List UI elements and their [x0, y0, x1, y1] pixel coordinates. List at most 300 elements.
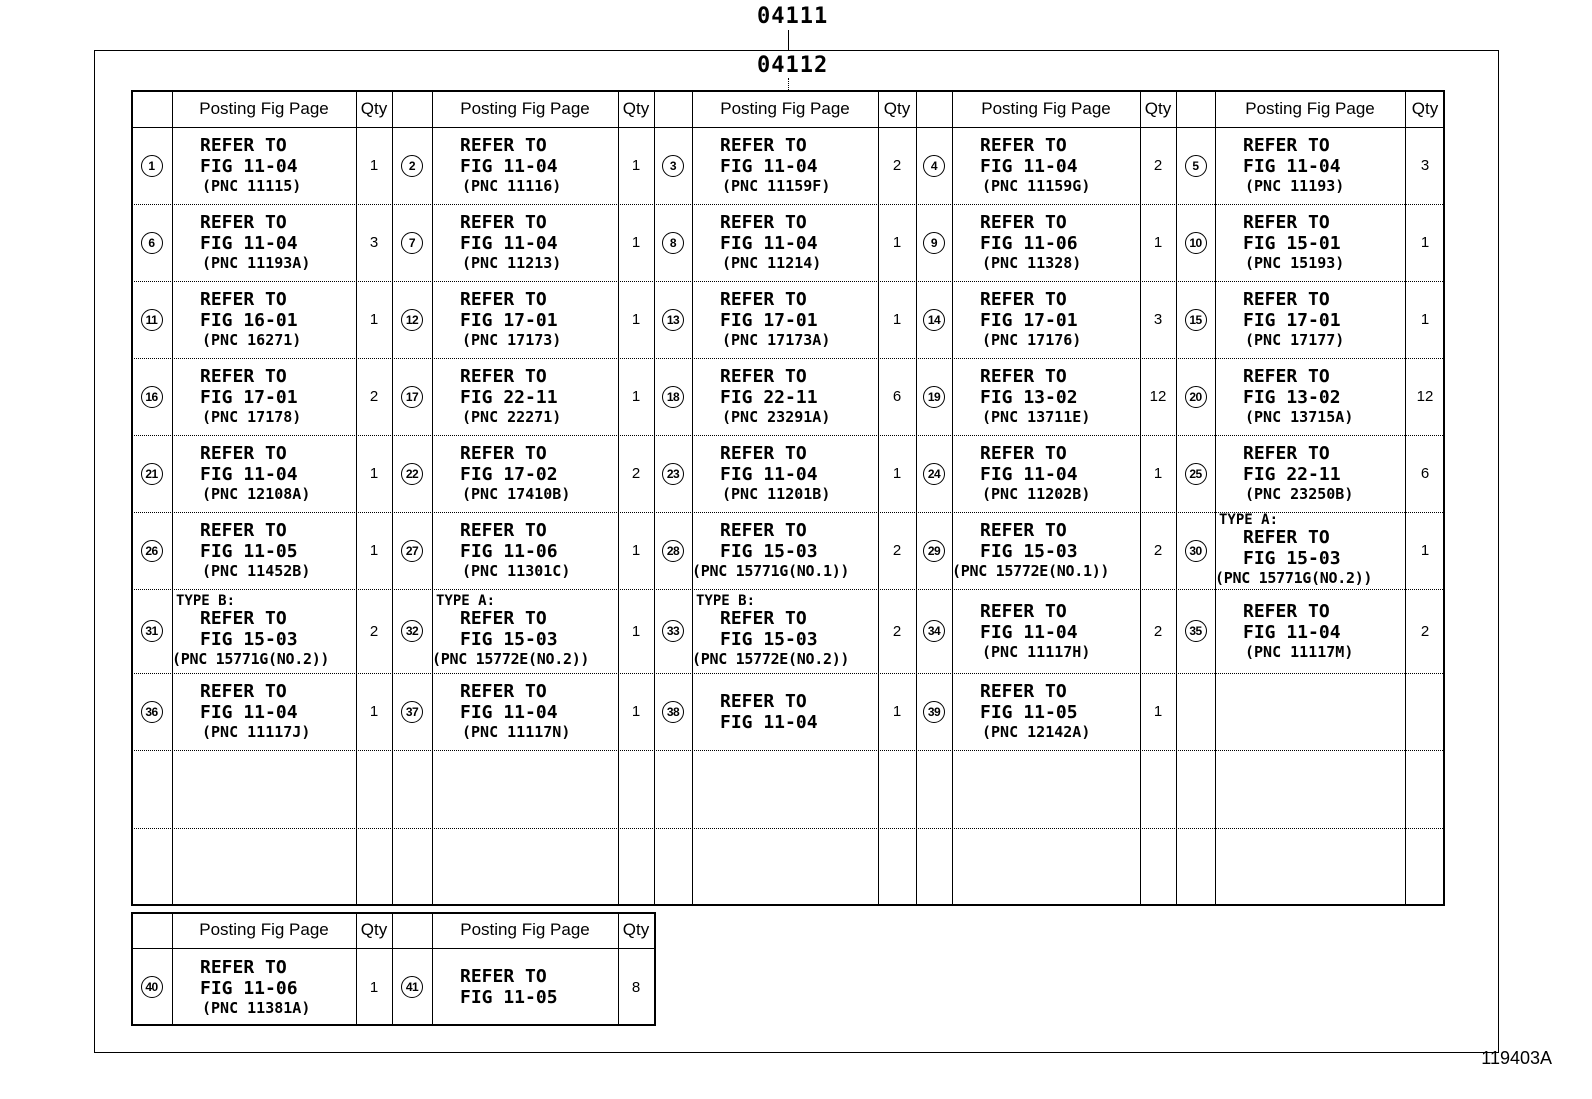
posting-fig-page-cell [1215, 589, 1405, 673]
fig-reference: FIG 22-11 [460, 387, 558, 408]
refer-to-text: REFER TO [980, 681, 1067, 702]
refer-to-text: REFER TO [460, 681, 547, 702]
item-number-9 [916, 204, 952, 281]
qty-value: 1 [1153, 703, 1163, 720]
refer-to-text: REFER TO [460, 366, 547, 387]
refer-to-text: REFER TO [720, 607, 807, 629]
pnc-code: (PNC 11117N) [462, 723, 571, 741]
posting-fig-page-cell [172, 358, 356, 435]
qty-value: 1 [1153, 234, 1163, 251]
fig-reference: FIG 11-04 [200, 464, 298, 485]
connector-line-dotted [788, 78, 789, 90]
item-number-22 [392, 435, 432, 512]
pnc-code: (PNC 15771G(NO.2)) [172, 649, 330, 668]
qty-value: 1 [631, 542, 641, 559]
refer-to-text: REFER TO [720, 443, 807, 464]
qty-value: 1 [369, 703, 379, 720]
fig-reference: FIG 11-04 [720, 156, 818, 177]
circled-number: 10 [1185, 232, 1207, 254]
fig-reference: FIG 15-03 [720, 628, 818, 650]
qty-value: 3 [1420, 157, 1430, 174]
refer-to-text: REFER TO [200, 681, 287, 702]
posting-fig-page-cell [432, 204, 618, 281]
circled-number: 21 [141, 463, 163, 485]
item-number-7 [392, 204, 432, 281]
refer-to-text: REFER TO [980, 135, 1067, 156]
qty-value: 8 [631, 978, 641, 996]
circled-number: 17 [401, 386, 423, 408]
pnc-code: (PNC 15772E(NO.1)) [952, 562, 1110, 580]
qty-value: 2 [1420, 622, 1430, 640]
item-number-2 [392, 127, 432, 204]
pnc-code: (PNC 17410B) [462, 485, 571, 503]
fig-reference: FIG 11-05 [980, 702, 1078, 723]
fig-reference: FIG 15-01 [1243, 233, 1341, 254]
item-number-10 [1176, 204, 1215, 281]
circled-number: 13 [662, 309, 684, 331]
posting-fig-page-cell [432, 281, 618, 358]
item-number-13 [654, 281, 692, 358]
pnc-code: (PNC 11193) [1245, 177, 1345, 195]
posting-fig-page-cell [952, 435, 1140, 512]
circled-number: 30 [1185, 540, 1207, 562]
pnc-code: (PNC 16271) [202, 331, 302, 349]
item-number-29 [916, 512, 952, 589]
item-number-11 [131, 281, 172, 358]
item-number-27 [392, 512, 432, 589]
qty-value: 1 [369, 465, 379, 482]
circled-number: 25 [1185, 463, 1207, 485]
refer-to-text: REFER TO [1243, 212, 1330, 233]
pnc-code: (PNC 11202B) [982, 485, 1091, 503]
refer-to-text: REFER TO [460, 607, 547, 629]
main-header-posting-fig-page: Posting Fig Page [981, 99, 1111, 118]
posting-fig-page-cell [172, 127, 356, 204]
main-row-divider [131, 750, 1445, 751]
qty-value: 3 [1153, 311, 1163, 328]
circled-number: 34 [923, 620, 945, 642]
circled-number: 28 [662, 540, 684, 562]
pnc-code: (PNC 15771G(NO.2)) [1215, 569, 1373, 587]
posting-fig-page-cell [1215, 512, 1405, 589]
posting-fig-page-cell [952, 358, 1140, 435]
posting-fig-page-cell [952, 127, 1140, 204]
circled-number: 40 [141, 976, 163, 998]
fig-reference: FIG 11-04 [980, 156, 1078, 177]
fig-reference: FIG 17-01 [1243, 310, 1341, 331]
posting-fig-page-cell [432, 127, 618, 204]
pnc-code: (PNC 11301C) [462, 562, 571, 580]
qty-value: 6 [1420, 465, 1430, 482]
refer-to-text: REFER TO [980, 289, 1067, 310]
fig-reference: FIG 17-01 [460, 310, 558, 331]
circled-number: 26 [141, 540, 163, 562]
posting-fig-page-cell [432, 435, 618, 512]
pnc-code: (PNC 17173) [462, 331, 562, 349]
qty-value: 6 [892, 388, 902, 405]
qty-value: 12 [1416, 388, 1434, 405]
fig-reference: FIG 11-06 [980, 233, 1078, 254]
refer-to-text: REFER TO [720, 366, 807, 387]
pnc-code: (PNC 15772E(NO.2)) [432, 649, 590, 668]
pnc-code: (PNC 17177) [1245, 331, 1345, 349]
circled-number: 29 [923, 540, 945, 562]
pnc-code: (PNC 12142A) [982, 723, 1091, 741]
item-number-14 [916, 281, 952, 358]
circled-number: 6 [141, 232, 163, 254]
posting-fig-page-cell [172, 435, 356, 512]
refer-to-text: REFER TO [980, 520, 1067, 541]
pnc-code: (PNC 17178) [202, 408, 302, 426]
main-header-qty: Qty [883, 99, 911, 118]
item-number-31 [131, 589, 172, 673]
posting-fig-page-cell [172, 204, 356, 281]
pnc-code: (PNC 15193) [1245, 254, 1345, 272]
item-number-17 [392, 358, 432, 435]
item-number-36 [131, 673, 172, 750]
posting-fig-page-cell [432, 673, 618, 750]
refer-to-text: REFER TO [720, 212, 807, 233]
circled-number: 36 [141, 701, 163, 723]
item-number-28 [654, 512, 692, 589]
pnc-code: (PNC 11214) [722, 254, 822, 272]
qty-value: 1 [892, 234, 902, 251]
bottom-header-posting-fig-page: Posting Fig Page [460, 920, 590, 939]
pnc-code: (PNC 13711E) [982, 408, 1091, 426]
item-number-4 [916, 127, 952, 204]
refer-to-text: REFER TO [200, 135, 287, 156]
fig-reference: FIG 17-01 [980, 310, 1078, 331]
item-number-32 [392, 589, 432, 673]
pnc-code: (PNC 15772E(NO.2)) [692, 649, 850, 668]
main-header-posting-fig-page: Posting Fig Page [1245, 99, 1375, 118]
qty-value: 1 [631, 234, 641, 251]
posting-fig-page-cell [692, 673, 878, 750]
circled-number: 4 [923, 155, 945, 177]
refer-to-text: REFER TO [980, 366, 1067, 387]
refer-to-text: REFER TO [720, 289, 807, 310]
main-header-qty: Qty [1411, 99, 1439, 118]
pnc-code: (PNC 12108A) [202, 485, 311, 503]
type-label: TYPE A: [436, 592, 496, 609]
fig-reference: FIG 11-06 [460, 541, 558, 562]
fig-reference: FIG 16-01 [200, 310, 298, 331]
type-label: TYPE A: [1219, 512, 1279, 528]
qty-value: 1 [1153, 465, 1163, 482]
posting-fig-page-cell [172, 673, 356, 750]
item-number-19 [916, 358, 952, 435]
item-number-38 [654, 673, 692, 750]
main-header-posting-fig-page: Posting Fig Page [199, 99, 329, 118]
posting-fig-page-cell [692, 281, 878, 358]
circled-number: 1 [141, 155, 163, 177]
pnc-code: (PNC 17173A) [722, 331, 831, 349]
qty-value: 2 [631, 465, 641, 482]
main-header-posting-fig-page: Posting Fig Page [720, 99, 850, 118]
refer-to-text: REFER TO [720, 520, 807, 541]
fig-reference: FIG 11-04 [460, 702, 558, 723]
item-number-8 [654, 204, 692, 281]
fig-reference: FIG 11-04 [200, 233, 298, 254]
pnc-code: (PNC 11452B) [202, 562, 311, 580]
refer-to-text: REFER TO [980, 212, 1067, 233]
refer-to-text: REFER TO [980, 600, 1067, 622]
circled-number: 37 [401, 701, 423, 723]
pnc-code: (PNC 11193A) [202, 254, 311, 272]
fig-reference: FIG 22-11 [1243, 464, 1341, 485]
posting-fig-page-cell [172, 948, 356, 1026]
pnc-code: (PNC 11117H) [982, 642, 1091, 661]
refer-to-text: REFER TO [200, 366, 287, 387]
qty-value: 2 [369, 622, 379, 640]
qty-value: 1 [631, 311, 641, 328]
fig-reference: FIG 17-01 [720, 310, 818, 331]
main-header-posting-fig-page: Posting Fig Page [460, 99, 590, 118]
item-number-34 [916, 589, 952, 673]
refer-to-text: REFER TO [1243, 366, 1330, 387]
circled-number: 7 [401, 232, 423, 254]
posting-fig-page-cell [1215, 281, 1405, 358]
qty-value: 1 [892, 465, 902, 482]
item-number-39 [916, 673, 952, 750]
fig-reference: FIG 17-02 [460, 464, 558, 485]
circled-number: 31 [141, 620, 163, 642]
refer-to-text: REFER TO [980, 443, 1067, 464]
refer-to-text: REFER TO [460, 212, 547, 233]
qty-value: 2 [892, 542, 902, 559]
fig-reference: FIG 11-04 [720, 233, 818, 254]
posting-fig-page-cell [1215, 358, 1405, 435]
pnc-code: (PNC 11328) [982, 254, 1082, 272]
pnc-code: (PNC 17176) [982, 331, 1082, 349]
item-number-6 [131, 204, 172, 281]
posting-fig-page-cell [692, 589, 878, 673]
pnc-code: (PNC 11201B) [722, 485, 831, 503]
fig-reference: FIG 13-02 [1243, 387, 1341, 408]
type-label: TYPE B: [176, 592, 236, 609]
circled-number: 20 [1185, 386, 1207, 408]
refer-to-text: REFER TO [1243, 135, 1330, 156]
circled-number: 33 [662, 620, 684, 642]
circled-number: 3 [662, 155, 684, 177]
connector-line [788, 30, 789, 50]
posting-fig-page-cell [432, 512, 618, 589]
circled-number: 15 [1185, 309, 1207, 331]
posting-fig-page-cell [692, 127, 878, 204]
circled-number: 12 [401, 309, 423, 331]
item-number-20 [1176, 358, 1215, 435]
qty-value: 1 [631, 388, 641, 405]
pnc-code: (PNC 23250B) [1245, 485, 1354, 503]
fig-reference: FIG 11-04 [200, 702, 298, 723]
main-header-qty: Qty [622, 99, 650, 118]
posting-fig-page-cell [692, 435, 878, 512]
pnc-code: (PNC 11115) [202, 177, 302, 195]
assembly-number-04112: 04112 [757, 53, 829, 78]
pnc-code: (PNC 11117J) [202, 723, 311, 741]
circled-number: 5 [1185, 155, 1207, 177]
qty-value: 1 [1420, 234, 1430, 251]
pnc-code: (PNC 11116) [462, 177, 562, 195]
fig-reference: FIG 11-04 [1243, 156, 1341, 177]
refer-to-text: REFER TO [460, 966, 547, 987]
fig-reference: FIG 15-03 [460, 628, 558, 650]
posting-fig-page-cell [432, 948, 618, 1026]
posting-fig-page-cell [952, 589, 1140, 673]
refer-to-text: REFER TO [1243, 600, 1330, 622]
pnc-code: (PNC 11159G) [982, 177, 1091, 195]
item-number-18 [654, 358, 692, 435]
fig-reference: FIG 22-11 [720, 387, 818, 408]
circled-number: 41 [401, 976, 423, 998]
qty-value: 2 [1153, 542, 1163, 559]
posting-fig-page-cell [692, 204, 878, 281]
pnc-code: (PNC 22271) [462, 408, 562, 426]
refer-to-text: REFER TO [460, 135, 547, 156]
pnc-code: (PNC 11381A) [202, 998, 311, 1017]
posting-fig-page-cell [432, 358, 618, 435]
posting-fig-page-cell [692, 358, 878, 435]
qty-value: 2 [1153, 622, 1163, 640]
circled-number: 23 [662, 463, 684, 485]
pnc-code: (PNC 11159F) [722, 177, 831, 195]
figure-id: 119403A [1481, 1048, 1552, 1068]
posting-fig-page-cell [172, 512, 356, 589]
item-number-26 [131, 512, 172, 589]
qty-value: 2 [369, 388, 379, 405]
item-number-33 [654, 589, 692, 673]
fig-reference: FIG 15-03 [980, 541, 1078, 562]
qty-value: 1 [892, 703, 902, 720]
circled-number: 8 [662, 232, 684, 254]
fig-reference: FIG 11-05 [200, 541, 298, 562]
qty-value: 1 [1420, 311, 1430, 328]
item-number-40 [131, 948, 172, 1026]
posting-fig-page-cell [952, 512, 1140, 589]
pnc-code: (PNC 13715A) [1245, 408, 1354, 426]
refer-to-text: REFER TO [1243, 443, 1330, 464]
circled-number: 27 [401, 540, 423, 562]
qty-value: 1 [892, 311, 902, 328]
refer-to-text: REFER TO [200, 607, 287, 629]
pnc-code: (PNC 11117M) [1245, 642, 1354, 661]
circled-number: 39 [923, 701, 945, 723]
fig-reference: FIG 11-04 [460, 233, 558, 254]
posting-fig-page-cell [1215, 435, 1405, 512]
pnc-code: (PNC 11213) [462, 254, 562, 272]
fig-reference: FIG 11-04 [200, 156, 298, 177]
posting-fig-page-cell [1215, 127, 1405, 204]
fig-reference: FIG 11-06 [200, 977, 298, 999]
qty-value: 2 [1153, 157, 1163, 174]
bottom-header-qty: Qty [622, 920, 650, 939]
item-number-3 [654, 127, 692, 204]
fig-reference: FIG 11-04 [460, 156, 558, 177]
posting-fig-page-cell [432, 589, 618, 673]
item-number-12 [392, 281, 432, 358]
pnc-code: (PNC 15771G(NO.1)) [692, 562, 850, 580]
posting-fig-page-cell [952, 673, 1140, 750]
qty-value: 1 [369, 542, 379, 559]
circled-number: 18 [662, 386, 684, 408]
refer-to-text: REFER TO [200, 520, 287, 541]
circled-number: 2 [401, 155, 423, 177]
circled-number: 32 [401, 620, 423, 642]
qty-value: 2 [892, 622, 902, 640]
refer-to-text: REFER TO [200, 212, 287, 233]
main-row-divider [131, 828, 1445, 829]
item-number-15 [1176, 281, 1215, 358]
item-number-5 [1176, 127, 1215, 204]
main-header-qty: Qty [1144, 99, 1172, 118]
type-label: TYPE B: [696, 592, 756, 609]
qty-value: 3 [369, 234, 379, 251]
circled-number: 14 [923, 309, 945, 331]
refer-to-text: REFER TO [1243, 289, 1330, 310]
main-header-qty: Qty [360, 99, 388, 118]
refer-to-text: REFER TO [200, 443, 287, 464]
fig-reference: FIG 15-03 [1243, 548, 1341, 569]
fig-reference: FIG 17-01 [200, 387, 298, 408]
qty-value: 12 [1149, 388, 1167, 405]
item-number-41 [392, 948, 432, 1026]
refer-to-text: REFER TO [460, 289, 547, 310]
qty-value: 1 [369, 311, 379, 328]
assembly-number-04111: 04111 [757, 4, 829, 29]
item-number-1 [131, 127, 172, 204]
pnc-code: (PNC 23291A) [722, 408, 831, 426]
refer-to-text: REFER TO [460, 443, 547, 464]
item-number-35 [1176, 589, 1215, 673]
item-number-16 [131, 358, 172, 435]
fig-reference: FIG 15-03 [200, 628, 298, 650]
refer-to-text: REFER TO [720, 135, 807, 156]
refer-to-text: REFER TO [460, 520, 547, 541]
fig-reference: FIG 11-04 [1243, 621, 1341, 643]
posting-fig-page-cell [952, 204, 1140, 281]
circled-number: 16 [141, 386, 163, 408]
posting-fig-page-cell [692, 512, 878, 589]
fig-reference: FIG 15-03 [720, 541, 818, 562]
circled-number: 35 [1185, 620, 1207, 642]
item-number-37 [392, 673, 432, 750]
posting-fig-page-cell [172, 589, 356, 673]
qty-value: 1 [1420, 542, 1430, 559]
qty-value: 1 [631, 703, 641, 720]
circled-number: 19 [923, 386, 945, 408]
fig-reference: FIG 11-04 [720, 464, 818, 485]
circled-number: 11 [141, 309, 163, 331]
refer-to-text: REFER TO [1243, 527, 1330, 548]
item-number-25 [1176, 435, 1215, 512]
fig-reference: FIG 11-04 [720, 711, 818, 733]
qty-value: 2 [892, 157, 902, 174]
fig-reference: FIG 13-02 [980, 387, 1078, 408]
qty-value: 1 [369, 157, 379, 174]
item-number-24 [916, 435, 952, 512]
qty-value: 1 [631, 157, 641, 174]
item-number-21 [131, 435, 172, 512]
refer-to-text: REFER TO [720, 690, 807, 712]
fig-reference: FIG 11-04 [980, 621, 1078, 643]
circled-number: 24 [923, 463, 945, 485]
bottom-header-posting-fig-page: Posting Fig Page [199, 920, 329, 939]
circled-number: 9 [923, 232, 945, 254]
refer-to-text: REFER TO [200, 289, 287, 310]
posting-fig-page-cell [1215, 204, 1405, 281]
item-number-23 [654, 435, 692, 512]
qty-value: 1 [631, 622, 641, 640]
